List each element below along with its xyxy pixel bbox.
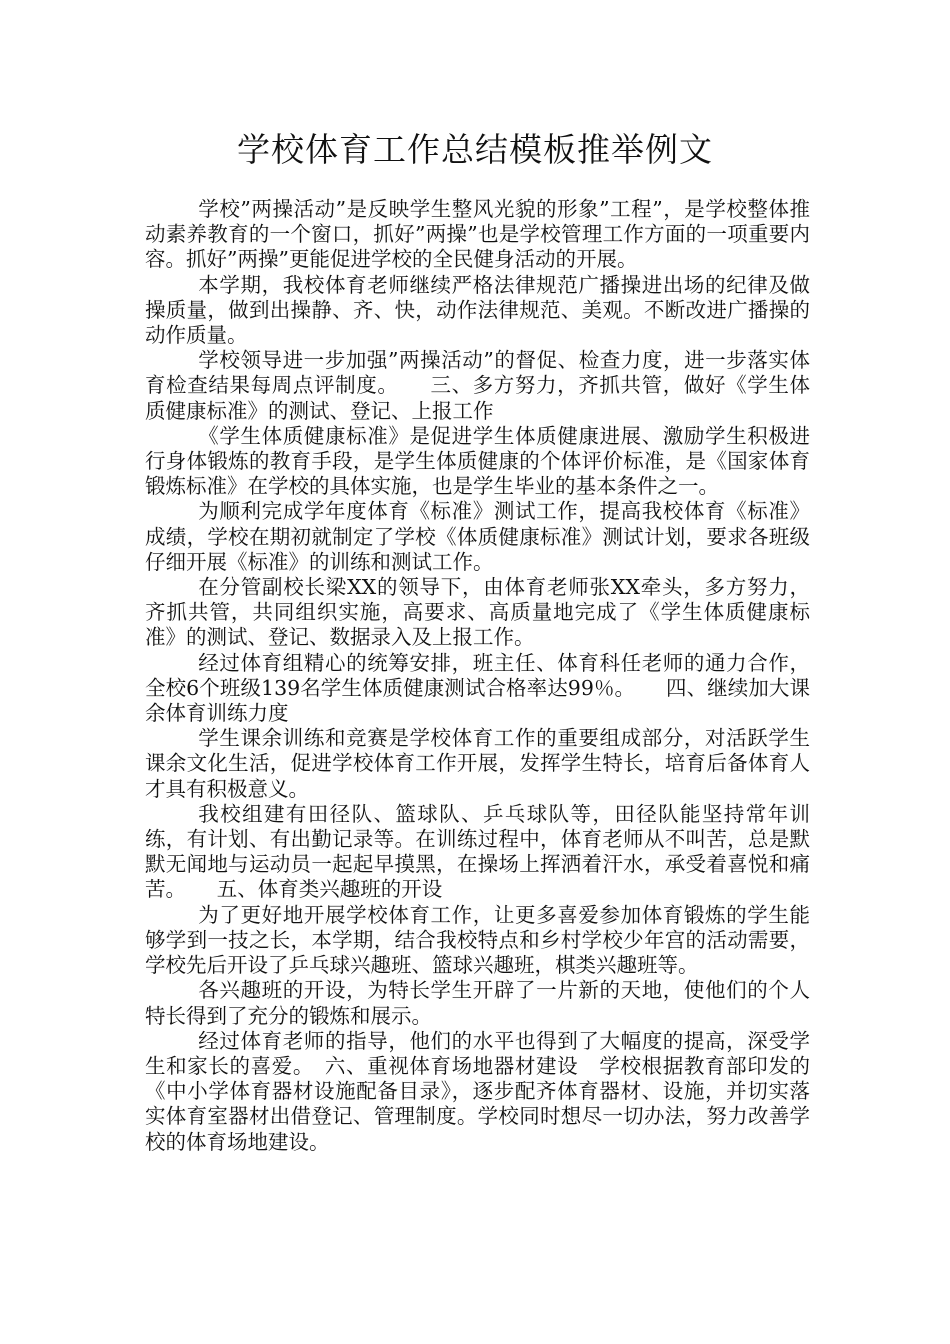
paragraph-1: 学校”两操活动”是反映学生整风光貌的形象”工程”，是学校整体推动素养教育的一个窗口，抓好”两操”也是学校管理工作方面的一项重要内容。抓好”两操”更能促进学校的全民健身活动的开展。 <box>145 197 810 272</box>
paragraph-3: 学校领导进一步加强”两操活动”的督促、检查力度，进一步落实体育检查结果每周点评制度。 三、多方努力，齐抓共管，做好《学生体质健康标准》的测试、登记、上报工作 <box>145 348 810 423</box>
paragraph-11: 各兴趣班的开设，为特长学生开辟了一片新的天地，使他们的个人特长得到了充分的锻炼和展示。 <box>145 978 810 1028</box>
paragraph-12: 经过体育老师的指导，他们的水平也得到了大幅度的提高，深受学生和家长的喜爱。 六、重视体育场地器材建设 学校根据教育部印发的《中小学体育器材设施配备目录》，逐步配齐体育器材、设施，并切实落实体育室器材出借登记、管理制度。学校同时想尽一切办法，努力改善学校的体育场地建设。 <box>145 1028 810 1154</box>
paragraph-2: 本学期，我校体育老师继续严格法律规范广播操进出场的纪律及做操质量，做到出操静、齐、快，动作法律规范、美观。不断改进广播操的动作质量。 <box>145 272 810 348</box>
paragraph-10: 为了更好地开展学校体育工作，让更多喜爱参加体育锻炼的学生能够学到一技之长，本学期，结合我校特点和乡村学校少年宫的活动需要，学校先后开设了乒乓球兴趣班、篮球兴趣班，棋类兴趣班等。 <box>145 902 810 978</box>
paragraph-7: 经过体育组精心的统筹安排，班主任、体育科任老师的通力合作，全校6个班级139名学生体质健康测试合格率达99％。 四、继续加大课余体育训练力度 <box>145 650 810 726</box>
paragraph-8: 学生课余训练和竞赛是学校体育工作的重要组成部分，对活跃学生课余文化生活，促进学校体育工作开展，发挥学生特长，培育后备体育人才具有积极意义。 <box>145 726 810 801</box>
paragraph-6: 在分管副校长梁XX的领导下，由体育老师张XX牵头，多方努力，齐抓共管，共同组织实施，高要求、高质量地完成了《学生体质健康标准》的测试、登记、数据录入及上报工作。 <box>145 575 810 650</box>
document-title: 学校体育工作总结模板推举例文 <box>237 130 713 169</box>
document-body <box>145 197 810 1155</box>
paragraph-9: 我校组建有田径队、篮球队、乒乓球队等，田径队能坚持常年训练，有计划、有出勤记录等。在训练过程中，体育老师从不叫苦，总是默默无闻地与运动员一起起早摸黑，在操场上挥洒着汗水，承受着喜悦和痛苦。 五、体育类兴趣班的开设 <box>145 801 810 902</box>
paragraph-4: 《学生体质健康标准》是促进学生体质健康进展、激励学生积极进行身体锻炼的教育手段，是学生体质健康的个体评价标准，是《国家体育锻炼标准》在学校的具体实施，也是学生毕业的基本条件之一。 <box>145 423 810 499</box>
paragraph-5: 为顺利完成学年度体育《标准》测试工作，提高我校体育《标准》成绩，学校在期初就制定了学校《体质健康标准》测试计划，要求各班级仔细开展《标准》的训练和测试工作。 <box>145 499 810 574</box>
